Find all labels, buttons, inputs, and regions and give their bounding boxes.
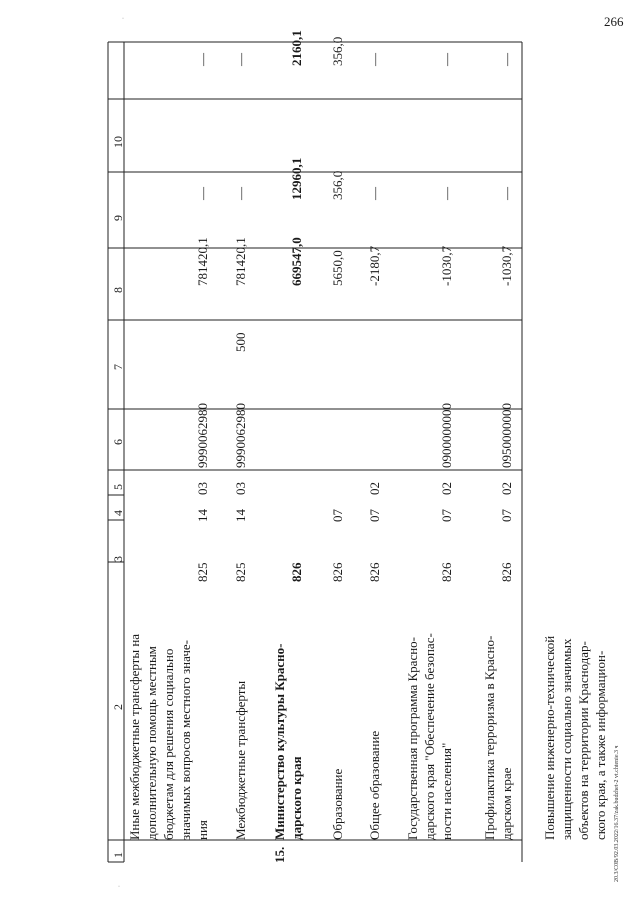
side-stamp: 20.3/C0B/92.03.2022/16.37/zak.budzhet-2 vt.chtenie.3 ч [614,745,620,882]
row-3-name-line-1: Министерство культуры Красно- [272,643,287,840]
row-4-c3: 826 [330,562,345,582]
row-5-c4: 07 [367,509,382,522]
row-3-number: 15. [272,846,287,863]
row-7-c8: -1030,7 [499,245,514,286]
header-col-3: 3 [111,556,125,562]
row-5-c3: 826 [367,562,382,582]
row-4-c9: 356,0 [330,170,345,200]
row-1-c6: 9990062980 [195,403,210,468]
row-7-c6: 0950000000 [499,403,514,468]
header-col-7: 7 [111,364,125,370]
row-1-name-line-3: бюджетам для решения социально [161,648,176,840]
header-col-5: 5 [111,484,125,490]
row-1-name-line-2: дополнительную помощь местным [144,646,159,840]
row-1-c4: 14 [195,509,210,522]
row-6-c4: 07 [439,509,454,522]
row-6-c5: 02 [439,482,454,495]
row-1-name-line-4: значимых вопросов местного значе- [178,639,193,840]
row-7-c10: — [499,53,514,66]
row-3-c10: 2160,1 [289,30,304,66]
row-1-c9: — [195,187,210,200]
row-6-name-line-3: ности населения" [439,742,454,840]
row-7-c9: — [499,187,514,200]
row-6-c3: 826 [439,562,454,582]
row-3-c3: 826 [289,562,304,582]
scan-dot: · [118,884,120,890]
row-4-c4: 07 [330,509,345,522]
row-1-c10: — [195,53,210,66]
header-col-6: 6 [111,439,125,445]
row-2-c7: 500 [233,332,248,352]
row-2-c5: 03 [233,482,248,495]
row-4-c10: 356,0 [330,36,345,66]
row-2-c10: — [233,53,248,66]
row-6-c6: 0900000000 [439,403,454,468]
row-2-c8: 781420,1 [233,237,248,286]
header-col-8: 8 [111,287,125,293]
row-1-name-line-5: ния [195,820,210,840]
row-2-c3: 825 [233,562,248,582]
row-5-c8: -2180,7 [367,245,382,286]
row-2-c4: 14 [233,509,248,522]
row-4-name: Образование [330,768,345,840]
row-2-c9: — [233,187,248,200]
row-6-name-line-2: дарского края "Обеспечение безопас- [422,633,437,840]
row-8-name-line-4: ского края, а также информацион- [593,650,608,840]
row-7-c5: 02 [499,482,514,495]
header-col-10: 10 [111,136,125,148]
page-number: 266 [604,14,624,29]
header-col-4: 4 [111,510,125,516]
row-7-name-line-2: дарском крае [499,767,514,840]
header-col-9: 9 [111,215,125,221]
row-3-c9: 12960,1 [289,157,304,200]
row-8-name-line-3: объектов на территории Краснодар- [576,641,591,840]
row-5-c10: — [367,53,382,66]
row-2-c6: 9990062980 [233,403,248,468]
row-1-c3: 825 [195,562,210,582]
header-col-1: 1 [111,852,125,858]
row-6-name-line-1: Государственная программа Красно- [405,637,420,840]
row-6-c9: — [439,187,454,200]
row-4-c8: 5650,0 [330,250,345,286]
row-3-c8: 669547,0 [289,237,304,286]
row-1-c5: 03 [195,482,210,495]
scan-dot: · [122,16,124,22]
row-6-c10: — [439,53,454,66]
row-7-c3: 826 [499,562,514,582]
row-8-name-line-2: защищенности социально значимых [559,638,574,840]
row-7-name-line-1: Профилактика терроризма в Красно- [482,635,497,840]
row-5-name: Общее образование [367,730,382,840]
row-5-c5: 02 [367,482,382,495]
row-7-c4: 07 [499,509,514,522]
row-1-name-line-1: Иные межбюджетные трансферты на [127,633,142,840]
row-8-name-line-1: Повышение инженерно-технической [542,635,557,840]
row-2-name: Межбюджетные трансферты [233,680,248,840]
row-3-name-line-2: дарского края [289,756,304,840]
row-5-c9: — [367,187,382,200]
row-1-c8: 781420,1 [195,237,210,286]
row-6-c8: -1030,7 [439,245,454,286]
header-col-2: 2 [111,704,125,710]
